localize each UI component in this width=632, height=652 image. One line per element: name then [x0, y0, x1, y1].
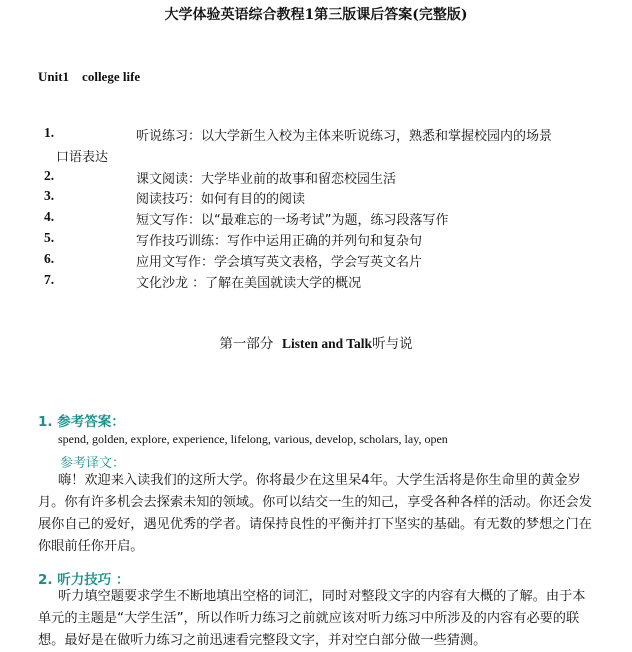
- section1-heading: 1. 参考答案：: [38, 414, 125, 430]
- listening-tips-paragraph: 听力填空题要求学生不断地填出空格的词汇，同时对整段文字的内容有大概的了解。由于本单元的主题是“大学生活”，所以作听力练习之前就应该对听力练习中所涉及的内容有必要的联想。最好是在做听力练习之前迅速看完整段文字，并对空白部分做一些猜测。: [38, 589, 586, 648]
- objective-number: 6.: [44, 251, 55, 266]
- objective-text: 课文阅读：大学毕业前的故事和留恋校园生活: [136, 172, 397, 187]
- objective-number: 2.: [44, 168, 55, 183]
- part-heading: [0, 332, 632, 352]
- objective-text: 听说练习：以大学新生入校为主体来听说练习，熟悉和掌握校园内的场景: [136, 129, 553, 144]
- objective-text: 应用文写作：学会填写英文表格，学会写英文名片: [136, 255, 423, 270]
- objective-number: 1.: [44, 125, 55, 140]
- unit-heading: Unit1 college life: [38, 69, 141, 84]
- answer-words: spend, golden, explore, experience, lifelong, various, develop, scholars, lay, open: [58, 432, 448, 446]
- objective-number: 5.: [44, 230, 55, 245]
- section2-heading: 2. 听力技巧 ：: [38, 572, 130, 588]
- objective-text-continuation: 口语表达: [56, 150, 109, 165]
- part-title-en: Listen and Talk: [282, 336, 373, 351]
- objective-number: 3.: [44, 188, 55, 203]
- translation-paragraph: 嗨！欢迎来入读我们的这所大学。你将最少在这里呆4年。大学生活将是你生命里的黄金岁月。你有许多机会去探索未知的领域。你可以结交一生的知己，享受各种各样的活动。你还会发展你自己的爱好，遇见优秀的学者。请保持良性的平衡并打下坚实的基础。有无数的梦想之门在你眼前任你开启。: [38, 473, 592, 554]
- objective-text: 短文写作：以“最难忘的一场考试”为题，练习段落写作: [136, 213, 449, 228]
- part-suffix: 听与说: [372, 336, 413, 352]
- objective-number: 4.: [44, 209, 55, 224]
- translation-label: 参考译文：: [60, 456, 126, 471]
- objective-number: 7.: [44, 272, 55, 287]
- part-prefix: 第一部分: [219, 336, 274, 352]
- objective-text: 文化沙龙 ：了解在美国就读大学的概况: [136, 276, 362, 291]
- objective-text: 阅读技巧：如何有目的的阅读: [136, 192, 306, 207]
- objective-text: 写作技巧训练：写作中运用正确的并列句和复杂句: [136, 234, 423, 249]
- document-title: 大学体验英语综合教程1第三版课后答案(完整版): [164, 7, 468, 23]
